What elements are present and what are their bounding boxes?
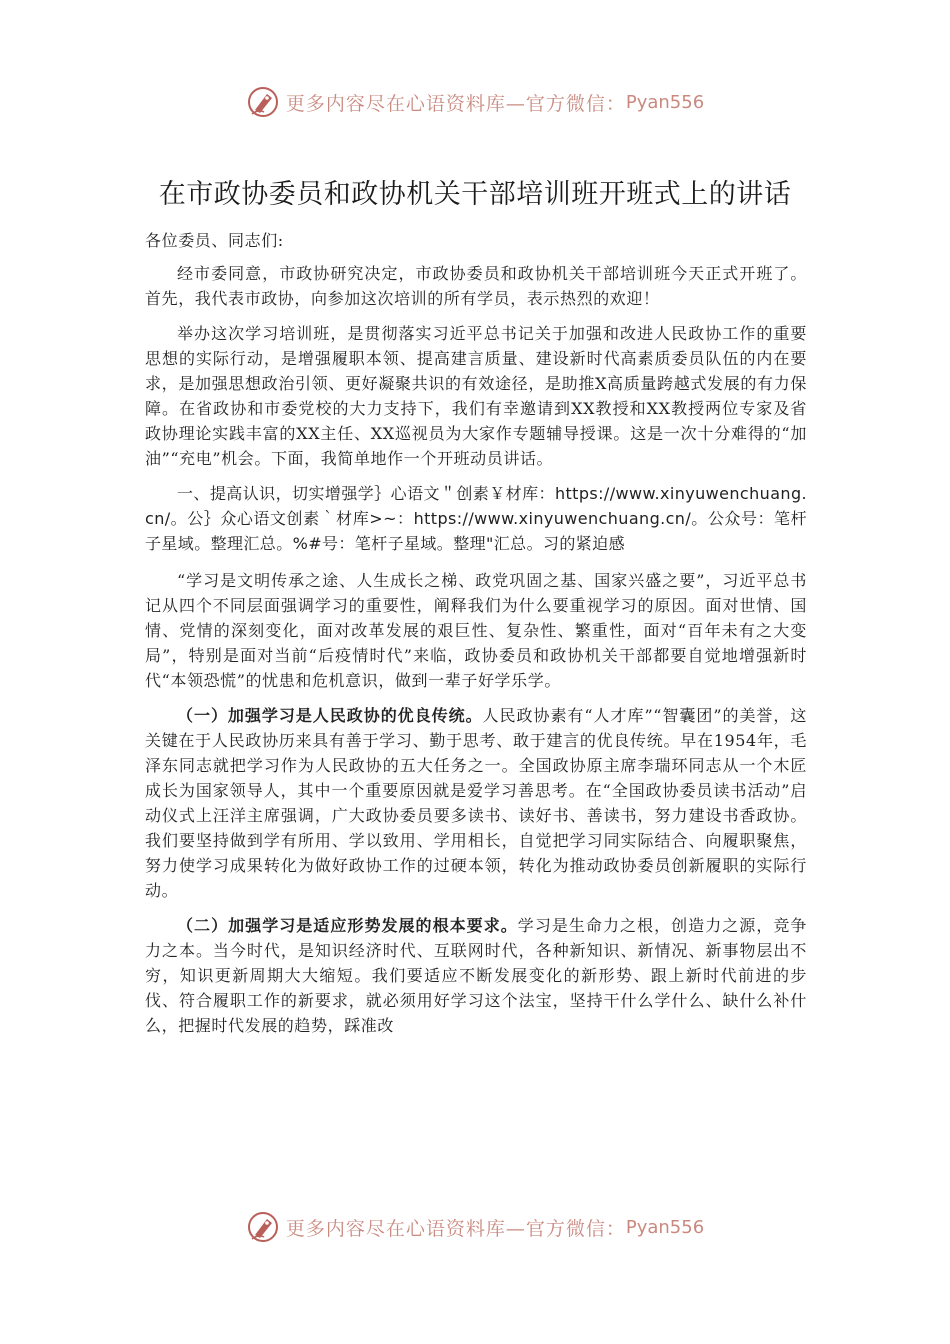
paragraph-4-body: 人民政协素有“人才库”“智囊团”的美誉，这关键在于人民政协历来具有善于学习、勤于思考、敢于建言的优良传统。早在1954年，毛泽东同志就把学习作为人民政协的五大任务之一。全国政协原主席李瑞环同志从一个木匠成长为国家领导人，其中一个重要原因就是爱学习善思考。在“全国政协委员读书活动”启动仪式上汪洋主席强调，广大政协委员要多读书、读好书、善读书，努力建设书香政协。我们要坚持做到学有所用、学以致用、学用相长，自觉把学习同实际结合、向履职聚焦，努力使学习成果转化为做好政协工作的过硬本领，转化为推动政协委员创新履职的实际行动。 bbox=[145, 706, 807, 900]
paragraph-1: 经市委同意，市政协研究决定，市政协委员和政协机关干部培训班今天正式开班了。首先，我代表市政协，向参加这次培训的所有学员，表示热烈的欢迎！ bbox=[145, 264, 807, 308]
header-banner bbox=[0, 82, 950, 122]
document-title: 在市政协委员和政协机关干部培训班开班式上的讲话 bbox=[158, 179, 792, 210]
paragraph-4-lead: （一）加强学习是人民政协的优良传统。 bbox=[177, 706, 483, 725]
paragraph-5-lead: （二）加强学习是适应形势发展的根本要求。 bbox=[177, 916, 518, 935]
paragraph-3: “学习是文明传承之途、人生成长之梯、政党巩固之基、国家兴盛之要”，习近平总书记从四个不同层面强调学习的重要性，阐释我们为什么要重视学习的原因。面对世情、国情、党情的深刻变化，面对改革发展的艰巨性、复杂性、繁重性，面对“百年未有之大变局”，特别是面对当前“后疫情时代”来临，政协委员和政协机关干部都要自觉地增强新时代“本领恐慌”的忧患和危机意识，做到一辈子好学乐学。 bbox=[145, 571, 807, 690]
banner-text: 更多内容尽在心语资料库—官方微信： bbox=[285, 92, 626, 115]
greeting: 各位委员、同志们: bbox=[145, 231, 284, 250]
paragraph-2: 举办这次学习培训班，是贯彻落实习近平总书记关于加强和改进人民政协工作的重要思想的实际行动，是增强履职本领、提高建言质量、建设新时代高素质委员队伍的内在要求，是加强思想政治引领、更好凝聚共识的有效途径，是助推X高质量跨越式发展的有力保障。在省政协和市委党校的大力支持下，我们有幸邀请到XX教授和XX教授两位专家及省政协理论实践丰富的XX主任、XX巡视员为大家作专题辅导授课。这是一次十分难得的“加油”“充电”机会。下面，我简单地作一个开班动员讲话。 bbox=[145, 324, 807, 468]
pen-nib-logo-icon bbox=[246, 1210, 280, 1244]
paragraph-5 bbox=[145, 913, 807, 1038]
wechat-id: Pyan556 bbox=[625, 1216, 705, 1238]
pen-nib-logo-icon bbox=[246, 85, 280, 119]
section-heading-1: 一、提高认识，切实增强学｝心语文＂创素￥材库：https://www.xinyuwenchuang.cn/。公｝众心语文创素｀材库>~：https://www.xinyuwenchuang.cn/。公众号：笔杆子星域。整理汇总。%#号：笔杆子星域。整理"汇总。习的紧迫感 bbox=[145, 484, 807, 553]
banner-text: 更多内容尽在心语资料库—官方微信： bbox=[285, 1217, 626, 1240]
paragraph-5-body: 学习是生命力之根，创造力之源，竞争力之本。当今时代，是知识经济时代、互联网时代，各种新知识、新情况、新事物层出不穷，知识更新周期大大缩短。我们要适应不断发展变化的新形势、跟上新时代前进的步伐、符合履职工作的新要求，就必须用好学习这个法宝，坚持干什么学什么、缺什么补什么，把握时代发展的趋势，踩准改 bbox=[145, 916, 807, 1035]
document-body bbox=[145, 228, 807, 1048]
footer-banner bbox=[0, 1207, 950, 1247]
paragraph-4 bbox=[145, 703, 807, 903]
wechat-id: Pyan556 bbox=[625, 91, 705, 113]
